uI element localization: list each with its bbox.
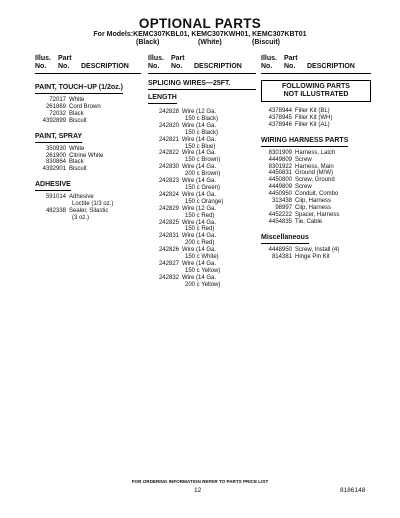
parts-column-3: [261, 55, 371, 261]
splicing-list: [148, 109, 256, 289]
part-row-continuation: 150 c Black): [185, 129, 219, 136]
part-row-continuation: (3 oz.): [72, 214, 90, 221]
part-no-label: No.: [58, 63, 70, 70]
ordering-note: FOR ORDERING INFORMATION REFER TO PARTS PRICE LIST: [131, 479, 269, 484]
part-row-continuation: 200 c Yellow): [185, 281, 221, 288]
part-row: 242820 Wire (14 Ga.: [158, 122, 217, 129]
part-row-continuation: 200 c Red): [185, 240, 215, 247]
part-row: 242824 Wire (14 Ga.: [158, 191, 217, 198]
part-row: 242832 Wire (14 Ga.: [158, 274, 217, 281]
part-row: 8301909 Harness, Latch: [268, 149, 336, 156]
page-number: 12: [194, 487, 202, 494]
part-row-continuation: 150 c Yellow): [185, 267, 221, 274]
part-row-continuation: Loctite (1/3 oz.): [72, 201, 114, 208]
part-row: 4448950 Screw, Install (4): [268, 246, 340, 253]
variant-black: (Black): [136, 39, 160, 46]
description-label: DESCRIPTION: [81, 63, 129, 70]
part-row: 261869 Cord Brown: [45, 103, 101, 110]
section-adhesive: ADHESIVE: [35, 181, 71, 191]
part-row: 4449809 Screw: [268, 184, 312, 191]
part-row: 242831 Wire (14 Ga.: [158, 233, 217, 240]
part-row: 4392899 Biscuit: [42, 117, 87, 124]
part-row: 242827 Wire (14 Ga.: [158, 260, 217, 267]
section-miscellaneous: Miscellaneous: [261, 234, 309, 244]
part-row: 4378944 Filler Kit (BL): [268, 108, 330, 114]
part-row: 242828 Wire (12 Ga.: [158, 109, 217, 115]
part-row: 4454835 Tie, Cable: [268, 218, 323, 225]
column-header: Illus. No. Part No. DESCRIPTION: [261, 55, 371, 74]
part-row: 4378946 Filler Kit (AL): [268, 121, 330, 128]
part-row: 72017 White: [49, 97, 85, 103]
part-row: 4449809 Screw: [268, 156, 312, 163]
part-row: 242826 Wire (14 Ga.: [158, 247, 217, 254]
part-row-continuation: 150 c Black): [185, 115, 219, 122]
illus-label: Illus.: [35, 55, 51, 62]
part-row-continuation: 150 c White): [185, 254, 219, 261]
part-row-continuation: 200 c Brown): [185, 171, 221, 178]
wiring-list: [261, 150, 371, 226]
part-row: 4450831 Ground (M/W): [268, 170, 334, 177]
section-paint-touchup: PAINT, TOUCH–UP (1/2oz.): [35, 84, 123, 94]
part-row: 4452222 Spacer, Harness: [268, 211, 340, 218]
column-header: Illus. No. Part No. DESCRIPTION: [148, 55, 256, 74]
illus-no-label: No.: [35, 63, 47, 70]
section-wiring-harness: WIRING HARNESS PARTS: [261, 137, 348, 147]
part-row: 242822 Wire (14 Ga.: [158, 150, 217, 157]
part-row: 313438 Clip, Harness: [271, 198, 332, 205]
variant-white: (White): [198, 39, 222, 46]
section-splicing-wires: SPLICING WIRES—25FT.: [148, 80, 256, 90]
part-row-continuation: 150 c Red): [185, 212, 215, 219]
model-variants: [136, 39, 280, 46]
section-paint-spray: PAINT, SPRAY: [35, 133, 82, 143]
part-row: 242823 Wire (14 Ga.: [158, 178, 217, 185]
part-row: 350930 White: [45, 145, 85, 152]
part-row: 4450950 Conduit, Combo: [268, 191, 339, 198]
part-row: 98997 Clip, Harness: [275, 204, 332, 211]
part-row-continuation: 150 c Orange): [185, 198, 224, 205]
part-row-continuation: 150 c Blue): [185, 143, 216, 150]
variant-biscuit: (Biscuit): [252, 39, 280, 46]
part-row: 4450800 Screw, Ground: [268, 177, 335, 184]
part-row-continuation: 150 c Green): [185, 184, 221, 191]
part-row: 242830 Wire (14 Ga.: [158, 164, 217, 171]
page-title: OPTIONAL PARTS: [138, 16, 262, 31]
part-row-continuation: 150 c Red): [185, 226, 215, 233]
part-row: 242825 Wire (14 Ga.: [158, 219, 217, 226]
section-splicing-length: LENGTH: [148, 94, 177, 104]
part-row: 4392901 Biscuit: [42, 166, 87, 173]
part-row: 814381 Hinge Pin Kit: [271, 253, 330, 260]
part-row: 242821 Wire (14 Ga.: [158, 136, 217, 143]
part-row: 242829 Wire (12 Ga.: [158, 205, 217, 212]
document-number: 8186148: [340, 487, 366, 494]
column-header: [35, 55, 141, 74]
part-row-continuation: 150 c Brown): [185, 157, 221, 164]
part-row: 72032 Black: [49, 110, 84, 117]
part-row: 8301922 Harness, Main: [268, 163, 334, 170]
part-row: 591014 Adhesive: [45, 194, 94, 201]
parts-column-2: [148, 55, 256, 289]
part-row: 261900 Citrine White: [45, 152, 104, 159]
part-label: Part: [58, 55, 72, 62]
parts-column-1: [35, 55, 141, 222]
part-row: 830864 Black: [45, 159, 84, 166]
part-row: 4378945 Filler Kit (WH): [268, 114, 333, 121]
model-list: For Models:KEMC307KBL01, KEMC307KWH01, KEMC307KBT01: [93, 31, 307, 38]
part-row: 482338 Sealer, Silastic: [45, 208, 109, 215]
section-not-illustrated: FOLLOWING PARTS NOT ILLUSTRATED: [261, 80, 371, 102]
